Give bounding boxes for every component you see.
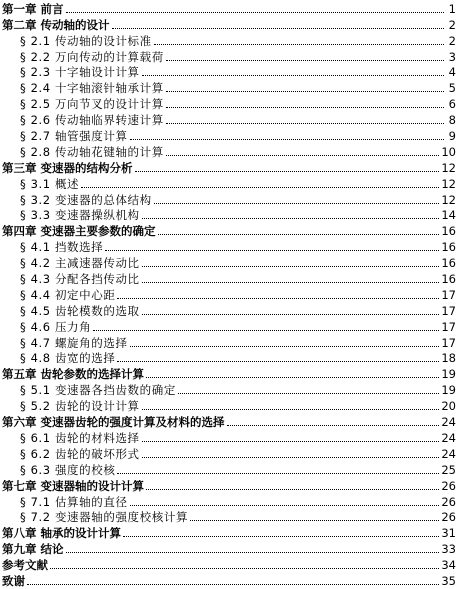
dot-leader (166, 107, 444, 108)
toc-entry-title: 第六章 变速器齿轮的强度计算及材料的选择 (2, 415, 225, 430)
toc-entry-title: 第二章 传动轴的设计 (2, 17, 110, 32)
toc-entry-title: 致谢 (2, 573, 25, 588)
toc-entry[interactable] (0, 510, 466, 526)
toc-entry-page: 25 (441, 462, 456, 477)
toc-entry[interactable] (0, 351, 466, 367)
toc-entry-page: 1 (448, 1, 456, 16)
toc-entry-title: 第五章 齿轮参数的选择计算 (2, 367, 145, 382)
toc-entry-page: 10 (441, 144, 456, 159)
toc-entry-page: 16 (441, 272, 456, 287)
toc-entry-page: 16 (441, 224, 456, 239)
toc-entry-title: § 7.1 估算轴的直径 (20, 494, 128, 509)
toc-entry-page: 26 (441, 478, 456, 493)
toc-entry-title: § 3.3 变速器操纵机构 (20, 208, 140, 223)
toc-entry-title: § 4.1 挡数选择 (20, 240, 104, 255)
dot-leader (142, 409, 440, 410)
dot-leader (142, 282, 440, 283)
dot-leader (105, 250, 439, 251)
toc-entry-page: 17 (441, 335, 456, 350)
toc-entry-title: § 4.2 主减速器传动比 (20, 256, 140, 271)
dot-leader (166, 91, 444, 92)
toc-entry-page: 16 (441, 240, 456, 255)
toc-entry-title: § 2.2 万向传动的计算载荷 (20, 49, 164, 64)
toc-entry[interactable] (0, 208, 466, 224)
toc-entry[interactable] (0, 525, 466, 541)
toc-entry[interactable] (0, 557, 466, 573)
toc-entry[interactable] (0, 112, 466, 128)
toc-entry-page: 34 (441, 558, 456, 573)
toc-entry-page: 17 (441, 303, 456, 318)
toc-entry[interactable] (0, 366, 466, 382)
toc-entry-title: 第八章 轴承的设计计算 (2, 526, 122, 541)
dot-leader (227, 425, 440, 426)
toc-entry-page: 19 (441, 367, 456, 382)
toc-entry-title: § 2.7 轴管强度计算 (20, 129, 128, 144)
dot-leader (158, 234, 440, 235)
toc-entry-page: 24 (441, 415, 456, 430)
toc-entry-page: 9 (448, 129, 456, 144)
dot-leader (142, 441, 440, 442)
toc-entry-title: § 3.2 变速器的总体结构 (20, 192, 152, 207)
toc-entry[interactable] (0, 80, 466, 96)
dot-leader (135, 171, 440, 172)
toc-entry-title: 第四章 变速器主要参数的确定 (2, 224, 156, 239)
toc-entry-title: § 4.4 初定中心距 (20, 287, 116, 302)
toc-entry[interactable] (0, 17, 466, 33)
dot-leader (66, 552, 440, 553)
toc-entry-title: 第三章 变速器的结构分析 (2, 160, 133, 175)
toc-entry[interactable] (0, 192, 466, 208)
toc-entry-page: 26 (441, 494, 456, 509)
toc-entry[interactable] (0, 176, 466, 192)
toc-entry-title: § 3.1 概述 (20, 176, 80, 191)
dot-leader (93, 330, 439, 331)
toc-entry-title: § 5.2 齿轮的设计计算 (20, 399, 140, 414)
toc-entry[interactable] (0, 96, 466, 112)
toc-entry-title: § 6.3 强度的校核 (20, 462, 116, 477)
toc-entry[interactable] (0, 430, 466, 446)
toc-entry-title: 第一章 前言 (2, 1, 64, 16)
toc-entry-title: § 2.8 传动轴花键轴的计算 (20, 144, 164, 159)
toc-entry-page: 17 (441, 287, 456, 302)
dot-leader (154, 44, 444, 45)
toc-entry[interactable] (0, 446, 466, 462)
toc-entry-title: § 2.5 万向节叉的设计计算 (20, 97, 164, 112)
dot-leader (178, 393, 439, 394)
toc-entry[interactable] (0, 335, 466, 351)
toc-entry[interactable] (0, 303, 466, 319)
toc-entry[interactable] (0, 382, 466, 398)
toc-entry[interactable] (0, 144, 466, 160)
toc-entry-title: 第七章 变速器轴的设计计算 (2, 478, 145, 493)
dot-leader (81, 187, 439, 188)
toc-entry-title: § 4.6 压力角 (20, 319, 92, 334)
toc-entry-page: 6 (448, 97, 456, 112)
toc-entry-page: 33 (441, 542, 456, 557)
toc-entry-page: 26 (441, 510, 456, 525)
toc-entry-page: 20 (441, 399, 456, 414)
dot-leader (166, 155, 440, 156)
toc-entry[interactable] (0, 319, 466, 335)
dot-leader (142, 457, 440, 458)
toc-entry-page: 12 (441, 176, 456, 191)
toc-entry-page: 14 (441, 208, 456, 223)
toc-entry[interactable] (0, 271, 466, 287)
toc-entry-page: 31 (441, 526, 456, 541)
toc-entry[interactable] (0, 65, 466, 81)
toc-entry-page: 12 (441, 160, 456, 175)
toc-entry[interactable] (0, 541, 466, 557)
toc-entry-page: 35 (441, 573, 456, 588)
dot-leader (66, 12, 444, 13)
toc-entry-title: § 4.8 齿宽的选择 (20, 351, 116, 366)
toc-entry[interactable] (0, 414, 466, 430)
dot-leader (166, 123, 444, 124)
toc-entry[interactable] (0, 494, 466, 510)
toc-entry[interactable] (0, 128, 466, 144)
dot-leader (130, 139, 444, 140)
toc-entry-page: 3 (448, 49, 456, 64)
toc-entry[interactable] (0, 573, 466, 589)
toc-entry-title: § 5.1 变速器各挡齿数的确定 (20, 383, 176, 398)
toc-entry-title: § 2.4 十字轴滚针轴承计算 (20, 81, 164, 96)
toc-entry-page: 24 (441, 430, 456, 445)
toc-entry[interactable] (0, 398, 466, 414)
dot-leader (142, 75, 444, 76)
toc-entry-title: § 7.2 变速器轴的强度校核计算 (20, 510, 189, 525)
toc-entry-title: § 6.2 齿轮的破坏形式 (20, 446, 140, 461)
toc-entry-page: 8 (448, 113, 456, 128)
dot-leader (142, 314, 440, 315)
toc-entry-title: § 4.5 齿轮模数的选取 (20, 303, 140, 318)
toc-entry[interactable] (0, 462, 466, 478)
dot-leader (146, 489, 439, 490)
toc-entry[interactable] (0, 1, 466, 17)
toc-entry-page: 5 (448, 81, 456, 96)
toc-entry-page: 19 (441, 383, 456, 398)
dot-leader (166, 60, 444, 61)
dot-leader (142, 266, 440, 267)
toc-entry-title: § 2.6 传动轴临界转速计算 (20, 113, 164, 128)
toc-entry-title: 第九章 结论 (2, 542, 64, 557)
toc-entry-page: 24 (441, 446, 456, 461)
dot-leader (117, 473, 439, 474)
dot-leader (142, 218, 440, 219)
toc-entry[interactable] (0, 223, 466, 239)
toc-entry-page: 2 (448, 33, 456, 48)
dot-leader (130, 505, 440, 506)
toc-entry[interactable] (0, 33, 466, 49)
toc-entry[interactable] (0, 160, 466, 176)
toc-entry-title: § 4.7 螺旋角的选择 (20, 335, 128, 350)
dot-leader (123, 536, 439, 537)
toc-entry-page: 16 (441, 256, 456, 271)
toc-entry[interactable] (0, 239, 466, 255)
toc-entry-title: § 2.3 十字轴设计计算 (20, 65, 140, 80)
toc-entry-title: § 4.3 分配各挡传动比 (20, 272, 140, 287)
dot-leader (50, 568, 439, 569)
toc-entry-title: 参考文献 (2, 558, 48, 573)
toc-entry[interactable] (0, 255, 466, 271)
toc-entry-page: 12 (441, 192, 456, 207)
dot-leader (117, 298, 439, 299)
toc-entry-page: 4 (448, 65, 456, 80)
dot-leader (130, 346, 440, 347)
toc-entry[interactable] (0, 478, 466, 494)
toc-entry[interactable] (0, 287, 466, 303)
dot-leader (27, 584, 439, 585)
dot-leader (112, 28, 444, 29)
toc-entry-title: § 6.1 齿轮的材料选择 (20, 430, 140, 445)
dot-leader (117, 361, 439, 362)
toc-entry-page: 18 (441, 351, 456, 366)
toc-entry-page: 17 (441, 319, 456, 334)
dot-leader (154, 203, 440, 204)
dot-leader (146, 377, 439, 378)
toc-entry[interactable] (0, 49, 466, 65)
dot-leader (190, 520, 439, 521)
toc-entry-page: 2 (448, 17, 456, 32)
toc-entry-title: § 2.1 传动轴的设计标准 (20, 33, 152, 48)
